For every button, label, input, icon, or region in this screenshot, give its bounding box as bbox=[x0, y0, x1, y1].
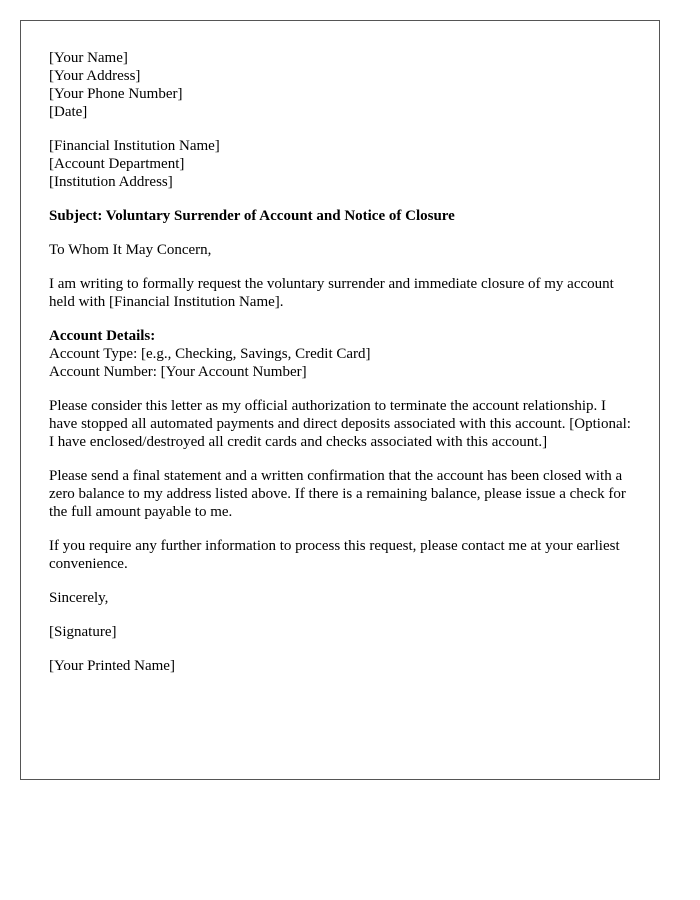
printed-name: [Your Printed Name] bbox=[49, 658, 175, 674]
letter-frame bbox=[20, 20, 660, 780]
letter-content bbox=[49, 49, 637, 691]
account-type: Account Type: [e.g., Checking, Savings, Credit Card] bbox=[49, 346, 371, 362]
recipient-department: [Account Department] bbox=[49, 156, 185, 172]
recipient-institution: [Financial Institution Name] bbox=[49, 138, 220, 154]
account-number: Account Number: [Your Account Number] bbox=[49, 364, 307, 380]
sender-address: [Your Address] bbox=[49, 68, 141, 84]
sender-phone: [Your Phone Number] bbox=[49, 86, 183, 102]
sender-block bbox=[49, 49, 637, 121]
authorization-paragraph: Please consider this letter as my official authorization to terminate the account relationship. I have stopped all automated payments and direct deposits associated with this account. [Optional: I have enclosed/destroyed all credit cards and checks associated with this account.] bbox=[49, 398, 631, 450]
closing: Sincerely, bbox=[49, 590, 109, 606]
recipient-block bbox=[49, 137, 637, 191]
contact-paragraph: If you require any further information to process this request, please contact me at your earliest convenience. bbox=[49, 538, 620, 572]
statement-paragraph: Please send a final statement and a written confirmation that the account has been closed with a zero balance to my address listed above. If there is a remaining balance, please issue a check for the full amount payable to me. bbox=[49, 468, 626, 520]
subject-line: Subject: Voluntary Surrender of Account and Notice of Closure bbox=[49, 208, 455, 224]
signature: [Signature] bbox=[49, 624, 117, 640]
salutation: To Whom It May Concern, bbox=[49, 242, 212, 258]
letter-date: [Date] bbox=[49, 104, 88, 120]
account-details-heading: Account Details: bbox=[49, 328, 156, 344]
sender-name: [Your Name] bbox=[49, 50, 128, 66]
account-details-block bbox=[49, 327, 637, 381]
intro-paragraph: I am writing to formally request the voluntary surrender and immediate closure of my account held with [Financial Institution Name]. bbox=[49, 276, 614, 310]
recipient-address: [Institution Address] bbox=[49, 174, 173, 190]
